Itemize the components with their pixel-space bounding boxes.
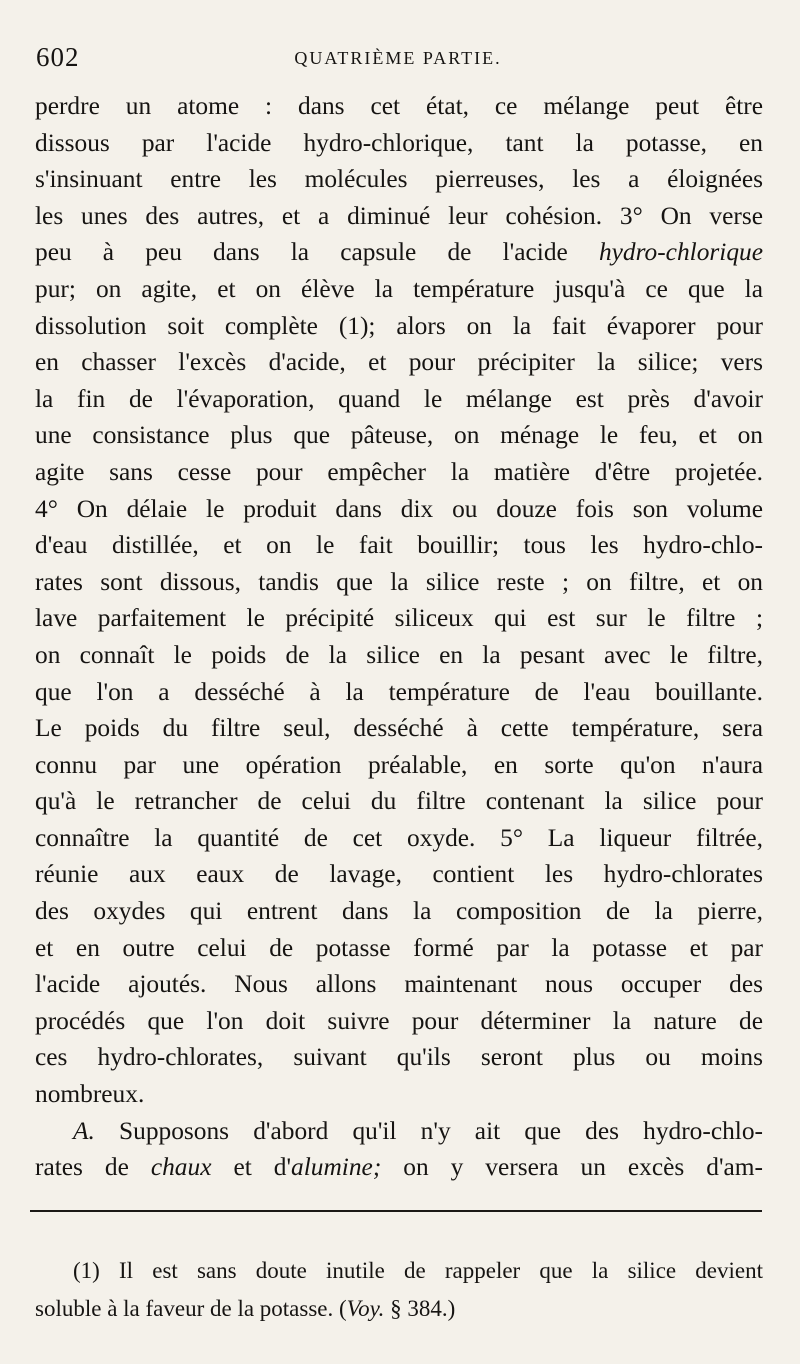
text-line [35,1149,763,1186]
text-line: les unes des autres, et a diminué leur cohésion. 3° On verse [35,201,763,230]
text-line: perdre un atome : dans cet état, ce mélange peut être [35,92,763,120]
text-line: connu par une opération préalable, en sorte qu'on n'aura [35,750,763,779]
main-text [35,88,763,1186]
text-line: qu'à le retrancher de celui du filtre contenant la silice pour [35,787,763,816]
text-line: lave parfaitement le précipité siliceux qui est sur le filtre ; [35,604,763,633]
text-line: la fin de l'évaporation, quand le mélange est près d'avoir [35,384,763,413]
text-line: procédés que l'on doit suivre pour déterminer la nature de [35,1006,763,1035]
text-line [35,1113,763,1150]
text-line: dissous par l'acide hydro-chlorique, tant la potasse, en [35,128,763,157]
text-run: § 384.) [384,1296,456,1321]
text-run: et d' [211,1153,292,1182]
text-line: nombreux. [35,1080,145,1109]
text-line: l'acide ajoutés. Nous allons maintenant nous occuper des [35,970,763,999]
text-run: Supposons d'abord qu'il n'y ait que des hydro-chlo- [94,1116,763,1145]
text-line [35,234,763,271]
running-head: QUATRIÈME PARTIE. [294,48,502,68]
text-run: peu à peu dans la capsule de l'acide [35,238,599,267]
text-line: connaître la quantité de cet oxyde. 5° La liqueur filtrée, [35,823,763,852]
footnote-line: (1) Il est sans doute inutile de rappeler que la silice devient [73,1258,763,1283]
text-line: agite sans cesse pour empêcher la matière d'être projetée. [35,457,763,486]
text-line: rates sont dissous, tandis que la silice reste ; on filtre, et on [35,567,763,596]
text-line: et en outre celui de potasse formé par la potasse et par [35,933,763,962]
text-line: des oxydes qui entrent dans la composition de la pierre, [35,897,763,926]
text-line: en chasser l'excès d'acide, et pour précipiter la silice; vers [35,348,763,377]
text-run: soluble à la faveur de la potasse. ( [35,1296,347,1321]
text-line: Le poids du filtre seul, desséché à cette température, sera [35,714,763,743]
italic-term: Voy. [346,1296,385,1321]
text-line: pur; on agite, et on élève la température jusqu'à ce que la [35,274,763,303]
text-line: une consistance plus que pâteuse, on ménage le feu, et on [35,421,763,450]
text-run: rates de [35,1153,151,1182]
text-line: d'eau distillée, et on le fait bouillir; tous les hydro-chlo- [35,531,763,560]
footnote-line [35,1290,763,1328]
italic-term: hydro-chlorique [598,238,763,267]
text-line: ces hydro-chlorates, suivant qu'ils seront plus ou moins [35,1043,763,1072]
footnote [35,1252,763,1328]
text-line: s'insinuant entre les molécules pierreuses, les a éloignées [35,165,763,194]
text-line: 4° On délaie le produit dans dix ou douze fois son volume [35,494,763,523]
text-line: on connaît le poids de la silice en la pesant avec le filtre, [35,640,763,669]
page-number: 602 [36,42,80,72]
text-run: on y versera un excès d'am- [381,1153,763,1182]
footnote-divider [30,1210,762,1212]
page-header [36,40,760,76]
section-letter: A. [73,1116,95,1145]
italic-term: chaux [150,1153,212,1182]
text-line: réunie aux eaux de lavage, contient les hydro-chlorates [35,860,763,889]
text-line: que l'on a desséché à la température de l'eau bouillante. [35,677,763,706]
italic-term: alumine; [291,1153,382,1182]
text-line: dissolution soit complète (1); alors on la fait évaporer pour [35,311,763,340]
